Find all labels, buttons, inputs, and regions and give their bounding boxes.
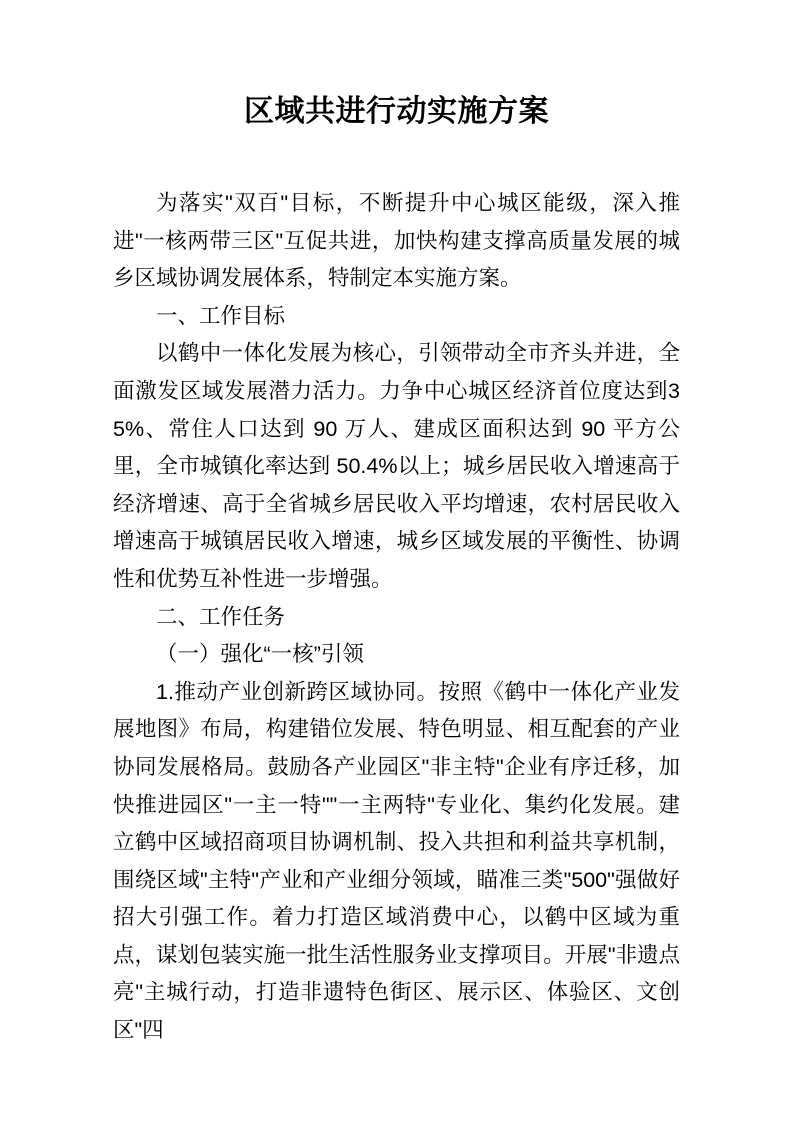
heading-strengthen-core: （一）强化“一核”引领 xyxy=(156,642,364,667)
heading-work-tasks: 二、工作任务 xyxy=(156,604,286,629)
intro-paragraph: 为落实"双百"目标，不断提升中心城区能级，深入推进"一核两带三区"互促共进，加快构建支撑高质量发展的城乡区域协调发展体系，特制定本实施方案。 xyxy=(113,191,680,291)
document-title: 区域共进行动实施方案 xyxy=(244,95,549,128)
paragraph-industry-synergy: 1.推动产业创新跨区域协同。按照《鹤中一体化产业发展地图》布局，构建错位发展、特色明显、相互配套的产业协同发展格局。鼓励各产业园区"非主特"企业有序迁移，加快推进园区"一主一特""一主两特"专业化、集约化发展。建立鹤中区域招商项目协调机制、投入共担和利益共享机制，围绕区域"主特"产业和产业细分领域，瞄准三类"500"强做好招大引强工作。着力打造区域消费中心，以鹤中区域为重点，谋划包装实施一批生活性服务业支撑项目。开展"非遗点亮"主城行动，打造非遗特色街区、展示区、体验区、文创区"四 xyxy=(113,679,680,1043)
heading-work-goals: 一、工作目标 xyxy=(156,303,286,328)
paragraph-work-goals: 以鹤中一体化发展为核心，引领带动全市齐头并进，全面激发区域发展潜力活力。力争中心城区经济首位度达到35%、常住人口达到 90 万人、建成区面积达到 90 平方公里，全市城镇化率达到 50.4%以上；城乡居民收入增速高于经济增速、高于全省城乡居民收入平均增速，农村居民收入增速高于城镇居民收入增速，城乡区域发展的平衡性、协调性和优势互补性进一步增强。 xyxy=(113,341,680,591)
